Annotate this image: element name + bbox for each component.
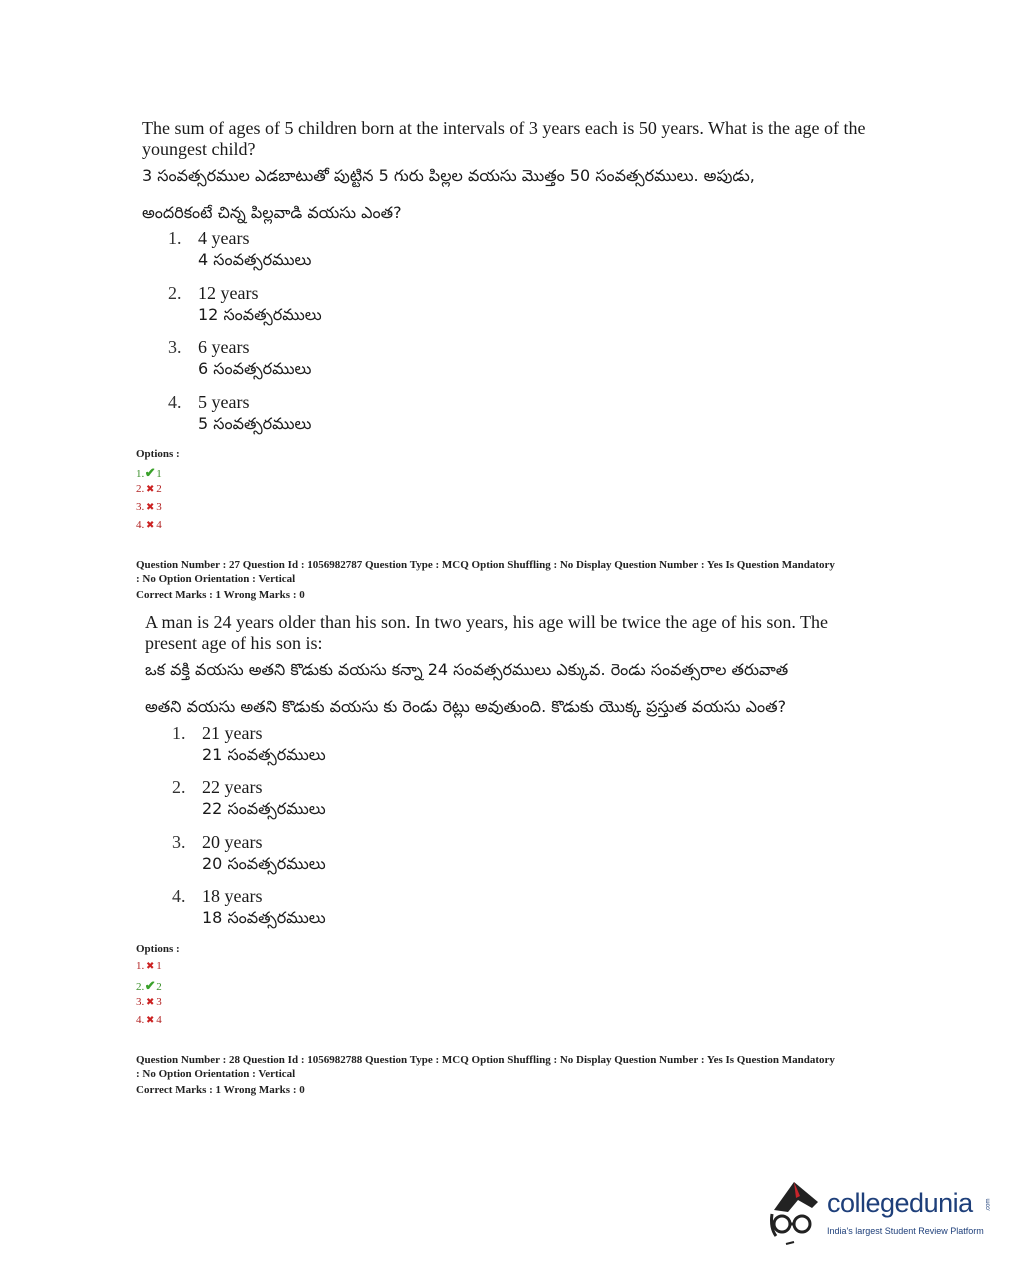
option-text-te: 20 సంవత్సరములు bbox=[202, 854, 326, 873]
option-number: 4. bbox=[168, 392, 182, 412]
option-item bbox=[168, 228, 568, 278]
question-text-te-line1: ఒక వక్తి వయసు అతని కొడుకు వయసు కన్నా 24 సంవత్సరములు ఎక్కువ. రెండు సంవత్సరాల తరువాత bbox=[145, 660, 789, 679]
question-27 bbox=[145, 612, 875, 720]
answer-number: 3. bbox=[136, 501, 145, 513]
answer-label: 4 bbox=[156, 1014, 162, 1026]
option-text-en: 21 years bbox=[202, 723, 263, 743]
option-item bbox=[172, 832, 572, 882]
option-text-en: 20 years bbox=[202, 832, 263, 852]
mascot-icon bbox=[768, 1178, 826, 1248]
question-meta-28 bbox=[136, 1053, 906, 1097]
answer-number: 4. bbox=[136, 519, 145, 531]
answer-row bbox=[136, 501, 162, 513]
answer-options-title: Options : bbox=[136, 943, 180, 955]
answer-number: 3. bbox=[136, 996, 145, 1008]
collegedunia-logo bbox=[768, 1178, 993, 1248]
answer-label: 2 bbox=[156, 483, 162, 495]
question-text-en: A man is 24 years older than his son. In two years, his age will be twice the age of his son. The present age of his son is: bbox=[145, 612, 829, 653]
option-number: 1. bbox=[172, 723, 186, 743]
answer-row bbox=[136, 483, 162, 495]
option-text-en: 22 years bbox=[202, 777, 263, 797]
cross-icon: ✖ bbox=[146, 502, 155, 513]
option-item bbox=[168, 283, 568, 333]
answer-label: 1 bbox=[156, 960, 162, 972]
answer-row bbox=[136, 519, 162, 531]
option-item bbox=[172, 723, 572, 773]
answer-number: 2. bbox=[136, 981, 145, 993]
cross-icon: ✖ bbox=[146, 1015, 155, 1026]
cross-icon: ✖ bbox=[146, 520, 155, 531]
option-number: 1. bbox=[168, 228, 182, 248]
option-item bbox=[168, 337, 568, 387]
logo-wordmark: collegedunia bbox=[827, 1188, 973, 1218]
option-text-en: 5 years bbox=[198, 392, 250, 412]
option-text-te: 4 సంవత్సరములు bbox=[198, 250, 312, 269]
meta-line: : No Option Orientation : Vertical bbox=[136, 573, 296, 585]
option-item bbox=[168, 392, 568, 442]
meta-line: Question Number : 27 Question Id : 1056982787 Question Type : MCQ Option Shuffling : No Display Question Number : Yes Is Question Mandatory bbox=[136, 559, 835, 571]
option-number: 4. bbox=[172, 886, 186, 906]
answer-number: 1. bbox=[136, 468, 145, 480]
logo-domain-suffix: .com bbox=[985, 1198, 992, 1212]
answer-number: 2. bbox=[136, 483, 145, 495]
option-number: 2. bbox=[172, 777, 186, 797]
option-text-en: 4 years bbox=[198, 228, 250, 248]
option-number: 3. bbox=[168, 337, 182, 357]
answer-label: 3 bbox=[156, 501, 162, 513]
answer-row bbox=[136, 996, 162, 1008]
question-text-te-line1: 3 సంవత్సరముల ఎడబాటుతో పుట్టిన 5 గురు పిల్లల వయసు మొత్తం 50 సంవత్సరములు. అపుడు, bbox=[142, 166, 755, 185]
meta-line: : No Option Orientation : Vertical bbox=[136, 1068, 296, 1080]
answer-row bbox=[136, 465, 162, 481]
option-text-en: 12 years bbox=[198, 283, 259, 303]
option-text-en: 6 years bbox=[198, 337, 250, 357]
question-26 bbox=[142, 118, 872, 226]
answer-label: 3 bbox=[156, 996, 162, 1008]
option-text-te: 12 సంవత్సరములు bbox=[198, 305, 322, 324]
meta-line: Correct Marks : 1 Wrong Marks : 0 bbox=[136, 589, 305, 601]
option-text-te: 22 సంవత్సరములు bbox=[202, 799, 326, 818]
cross-icon: ✖ bbox=[146, 484, 155, 495]
answer-number: 4. bbox=[136, 1014, 145, 1026]
option-item bbox=[172, 886, 572, 936]
answer-options-title: Options : bbox=[136, 448, 180, 460]
option-text-te: 6 సంవత్సరములు bbox=[198, 359, 312, 378]
question-text-te-line2: అతని వయసు అతని కొడుకు వయసు కు రెండు రెట్లు అవుతుంది. కొడుకు యొక్క ప్రస్తుత వయసు ఎంత? bbox=[145, 697, 787, 716]
answer-label: 1 bbox=[156, 468, 162, 480]
option-text-te: 5 సంవత్సరములు bbox=[198, 414, 312, 433]
answer-label: 4 bbox=[156, 519, 162, 531]
option-item bbox=[172, 777, 572, 827]
question-text-en: The sum of ages of 5 children born at the intervals of 3 years each is 50 years. What is the age of the youngest child? bbox=[142, 118, 866, 159]
meta-line: Question Number : 28 Question Id : 1056982788 Question Type : MCQ Option Shuffling : No Display Question Number : Yes Is Question Mandatory bbox=[136, 1054, 835, 1066]
option-text-en: 18 years bbox=[202, 886, 263, 906]
question-text-te-line2: అందరికంటే చిన్న పిల్లవాడి వయసు ఎంత? bbox=[142, 203, 402, 222]
answer-row bbox=[136, 1014, 162, 1026]
answer-number: 1. bbox=[136, 960, 145, 972]
question-meta-27 bbox=[136, 558, 906, 602]
option-text-te: 18 సంవత్సరములు bbox=[202, 908, 326, 927]
check-icon: ✔ bbox=[144, 978, 156, 993]
meta-line: Correct Marks : 1 Wrong Marks : 0 bbox=[136, 1084, 305, 1096]
option-number: 3. bbox=[172, 832, 186, 852]
answer-row bbox=[136, 960, 162, 972]
answer-row bbox=[136, 978, 162, 994]
cross-icon: ✖ bbox=[146, 997, 155, 1008]
answer-label: 2 bbox=[156, 981, 162, 993]
option-number: 2. bbox=[168, 283, 182, 303]
logo-tagline: India's largest Student Review Platform bbox=[827, 1226, 984, 1236]
option-text-te: 21 సంవత్సరములు bbox=[202, 745, 326, 764]
check-icon: ✔ bbox=[144, 465, 156, 480]
cross-icon: ✖ bbox=[146, 961, 155, 972]
